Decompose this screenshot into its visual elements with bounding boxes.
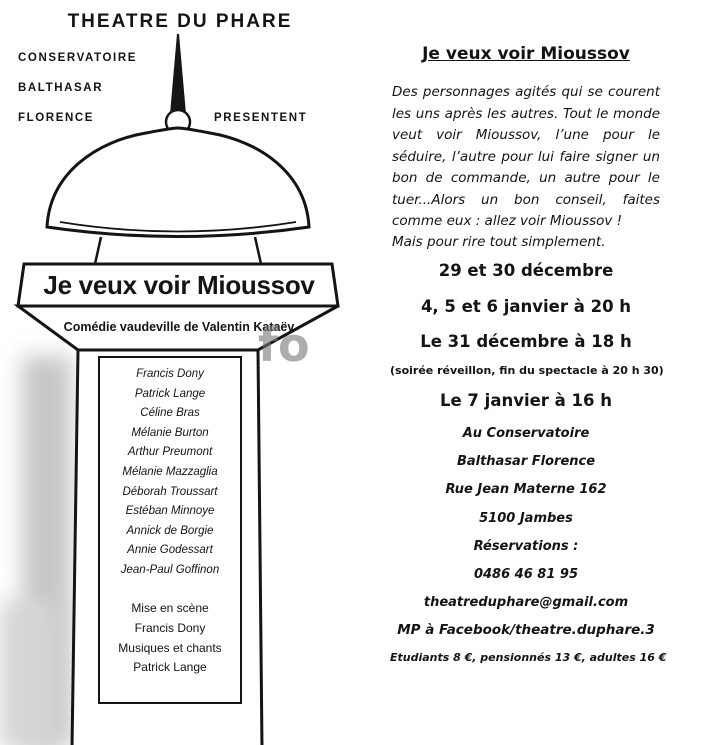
showtime: Le 7 janvier à 16 h (439, 391, 613, 410)
facebook-line: MP à Facebook/theatre.duphare.3 (397, 622, 655, 638)
tower-shadow (0, 356, 72, 745)
pricing-line: Etudiants 8 €, pensionnés 13 €, adultes 16 € (390, 651, 667, 664)
present-label: PRESENTENT (214, 112, 308, 124)
reservations-label: Réservations : (473, 538, 579, 554)
credits-list (100, 599, 240, 678)
org-line-balthasar: BALTHASAR (18, 82, 104, 94)
tagline: Mais pour rire tout simplement. (392, 234, 606, 250)
watermark: fo (258, 318, 310, 372)
cast-member: Arthur Preumont (127, 446, 213, 459)
phone-number: 0486 46 81 95 (473, 567, 579, 583)
venue-line: 5100 Jambes (479, 510, 573, 526)
theatre-name: THEATRE DU PHARE (67, 11, 293, 32)
cast-member: Patrick Lange (134, 387, 206, 400)
cast-member: Jean-Paul Goffinon (120, 563, 220, 576)
credit-line: Francis Dony (134, 620, 206, 635)
venue-line: Balthasar Florence (456, 454, 596, 470)
cast-member: Déborah Troussart (122, 485, 218, 498)
info-title: Je veux voir Mioussov (422, 44, 630, 64)
show-subtitle: Comédie vaudeville de Valentin Kataëv (63, 320, 295, 334)
info-panel (390, 0, 667, 745)
credit-line: Musiques et chants (118, 640, 222, 655)
org-line-florence: FLORENCE (18, 112, 95, 124)
credit-line: Mise en scène (131, 601, 209, 615)
venue-line: Au Conservatoire (462, 426, 590, 441)
dome (47, 128, 309, 237)
credit-line: Patrick Lange (133, 660, 207, 675)
showtime: 4, 5 et 6 janvier à 20 h (420, 297, 632, 316)
description: Des personnages agités qui se courent les uns après les autres. Tout le monde veut voir Mioussov, l’une pour le séduire, l’autre pour lui faire signer un bon de commande, un autre pour le tuer...Alors un bon conseil, faites comme eux : allez voir Mioussov ! (392, 84, 660, 229)
cast-member: Mélanie Mazzaglia (122, 465, 218, 478)
venue-contact-block (390, 420, 662, 617)
email-address: theatreduphare@gmail.com (423, 595, 629, 611)
cast-member: Mélanie Burton (131, 426, 209, 439)
cast-member: Céline Bras (140, 407, 200, 420)
showtime: Le 31 décembre à 18 h (420, 332, 632, 351)
cast-member: Annie Godessart (127, 544, 213, 557)
spire (170, 34, 186, 114)
showtime: 29 et 30 décembre (438, 261, 614, 280)
show-title-banner: Je veux voir Mioussov (43, 270, 315, 300)
cast-member: Francis Dony (136, 368, 204, 380)
venue-line: Rue Jean Materne 162 (445, 482, 607, 498)
venue-lines (390, 420, 662, 533)
cast-member: Annick de Borgie (126, 524, 214, 537)
cast-member: Estéban Minnoye (125, 505, 215, 518)
cast-list (100, 365, 240, 581)
org-line-conservatoire: CONSERVATOIRE (18, 52, 137, 64)
showtime-note: (soirée réveillon, fin du spectacle à 20 h 30) (390, 364, 664, 377)
